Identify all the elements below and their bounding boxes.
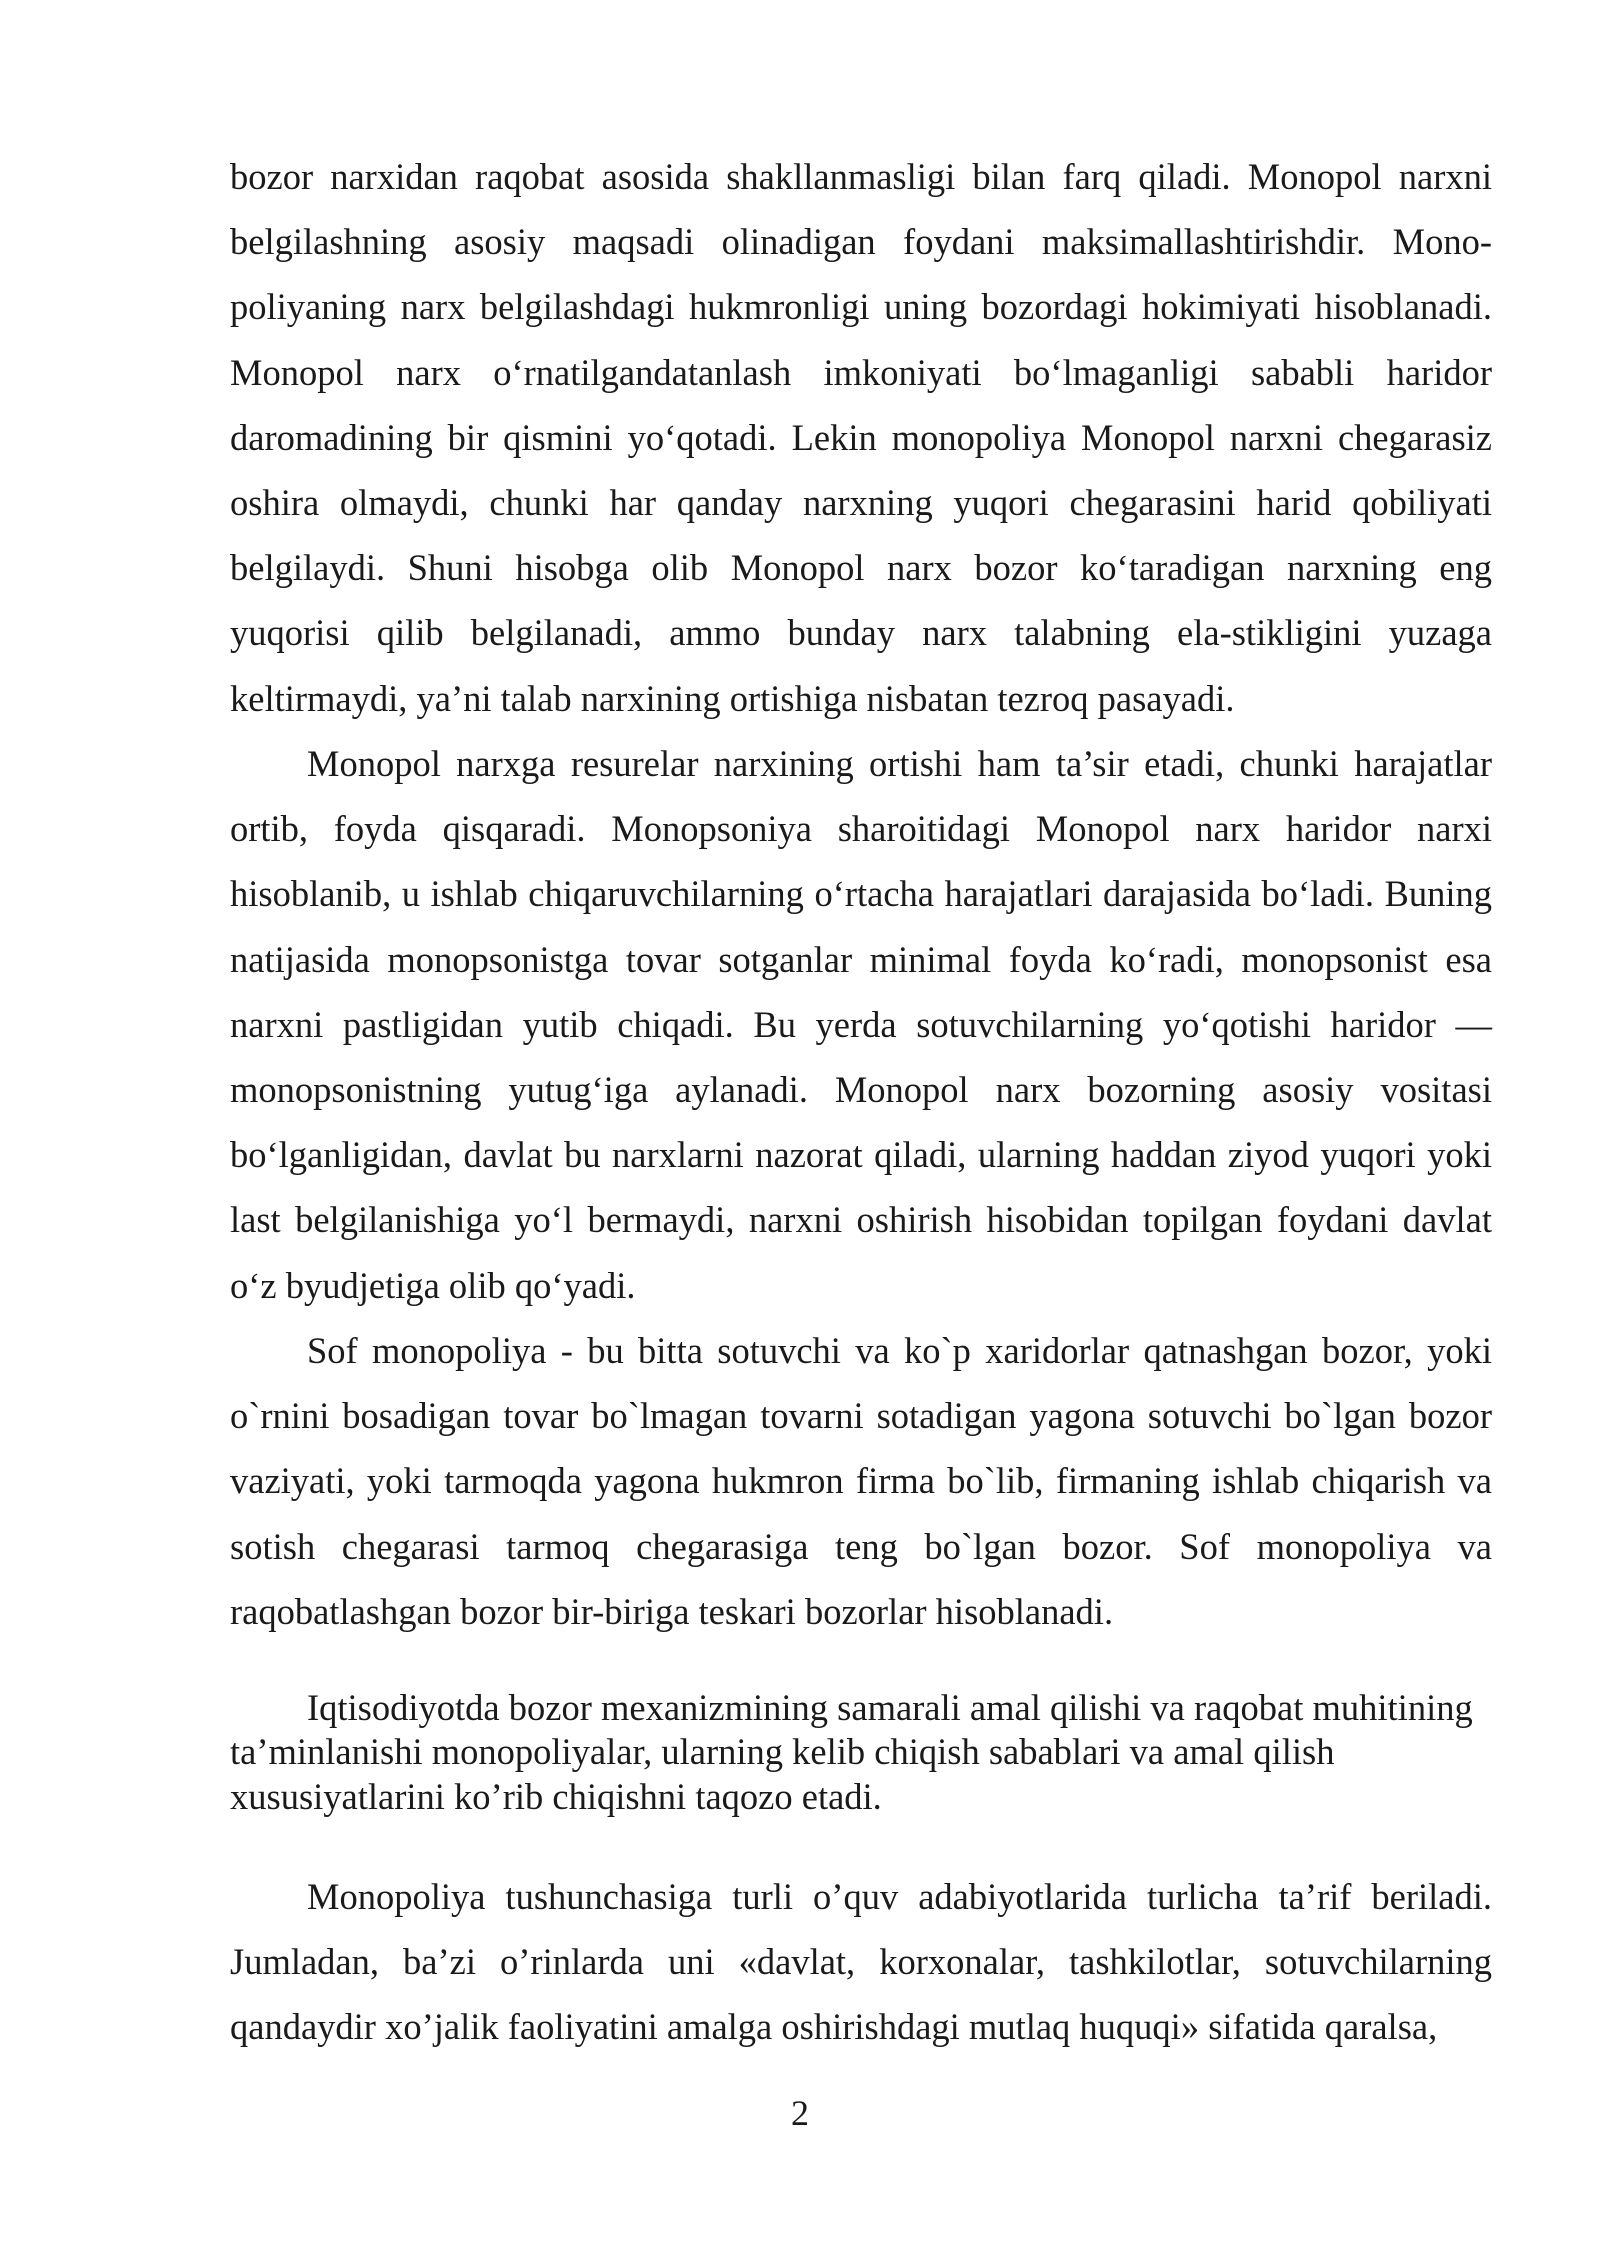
paragraph: Iqtisodiyotda bozor mexanizmining samarali amal qilishi va raqobat muhitining ta’minlanishi monopoliyalar, ularning kelib chiqish sabablari va amal qilish xususiyatlarini ko’rib chiqishni taqozo etadi.	[230, 1687, 1473, 1817]
paragraph: Sof monopoliya - bu bitta sotuvchi va ko`p xaridorlar qatnashgan bozor, yoki o`rnini bosadigan tovar bo`lmagan tovarni sotadigan yagona sotuvchi bo`lgan bozor vaziyati, yoki tarmoqda yagona hukmron firma bo`lib, firmaning ishlab chiqarish va sotish chegarasi tarmoq chegarasiga teng bo`lgan bozor. Sof monopoliya va raqobatlashgan bozor bir-biriga teskari bozorlar hisoblanadi.	[230, 1330, 1492, 1632]
paragraph: Monopol narxga resurelar narxining ortishi ham ta’sir etadi, chunki harajatlar ortib, foyda qisqaradi. Monopsoniya sharoitidagi Monopol narx haridor narxi hisoblanib, u ishlab chiqaruvchilarning o‘rtacha harajatlari darajasida bo‘ladi. Buning natijasida monopsonistga tovar sotganlar minimal foyda ko‘radi, monopsonist esa narxni pastligidan yutib chiqadi. Bu yerda sotuvchilarning yo‘qotishi haridor — monopsonistning yutug‘iga aylanadi. Monopol narx bozorning asosiy vositasi bo‘lganligidan, davlat bu narxlarni nazorat qiladi, ularning haddan ziyod yuqori yoki last belgilanishiga yo‘l bermaydi, narxni oshirish hisobidan topilgan foydani davlat o‘z byudjetiga olib qo‘yadi.	[230, 743, 1492, 1306]
page-number: 2	[791, 2093, 809, 2133]
paragraph: Monopoliya tushunchasiga turli o’quv adabiyotlarida turlicha ta’rif beriladi. Jumladan, ba’zi o’rinlarda uni «davlat, korxonalar, tashkilotlar, sotuvchilarning qandaydir xo’jalik faoliyatini amalga oshirishdagi mutlaq huquqi» sifatida qaralsa,	[230, 1876, 1492, 2048]
paragraph: bozor narxidan raqobat asosida shakllanmasligi bilan farq qiladi. Monopol narxni belgilashning asosiy maqsadi olinadigan foydani maksimallashtirishdir. Mono-poliyaning narx belgilashdagi hukmronligi uning bozordagi hokimiyati hisoblanadi. Monopol narx o‘rnatilgandatanlash imkoniyati bo‘lmaganligi sababli haridor daromadining bir qismini yo‘qotadi. Lekin monopoliya Monopol narxni chegarasiz oshira olmaydi, chunki har qanday narxning yuqori chegarasini harid qobiliyati belgilaydi. Shuni hisobga olib Monopol narx bozor ko‘taradigan narxning eng yuqorisi qilib belgilanadi, ammo bunday narx talabning ela-stikligini yuzaga keltirmaydi, ya’ni talab narxining ortishiga nisbatan tezroq pasayadi.	[230, 156, 1492, 719]
